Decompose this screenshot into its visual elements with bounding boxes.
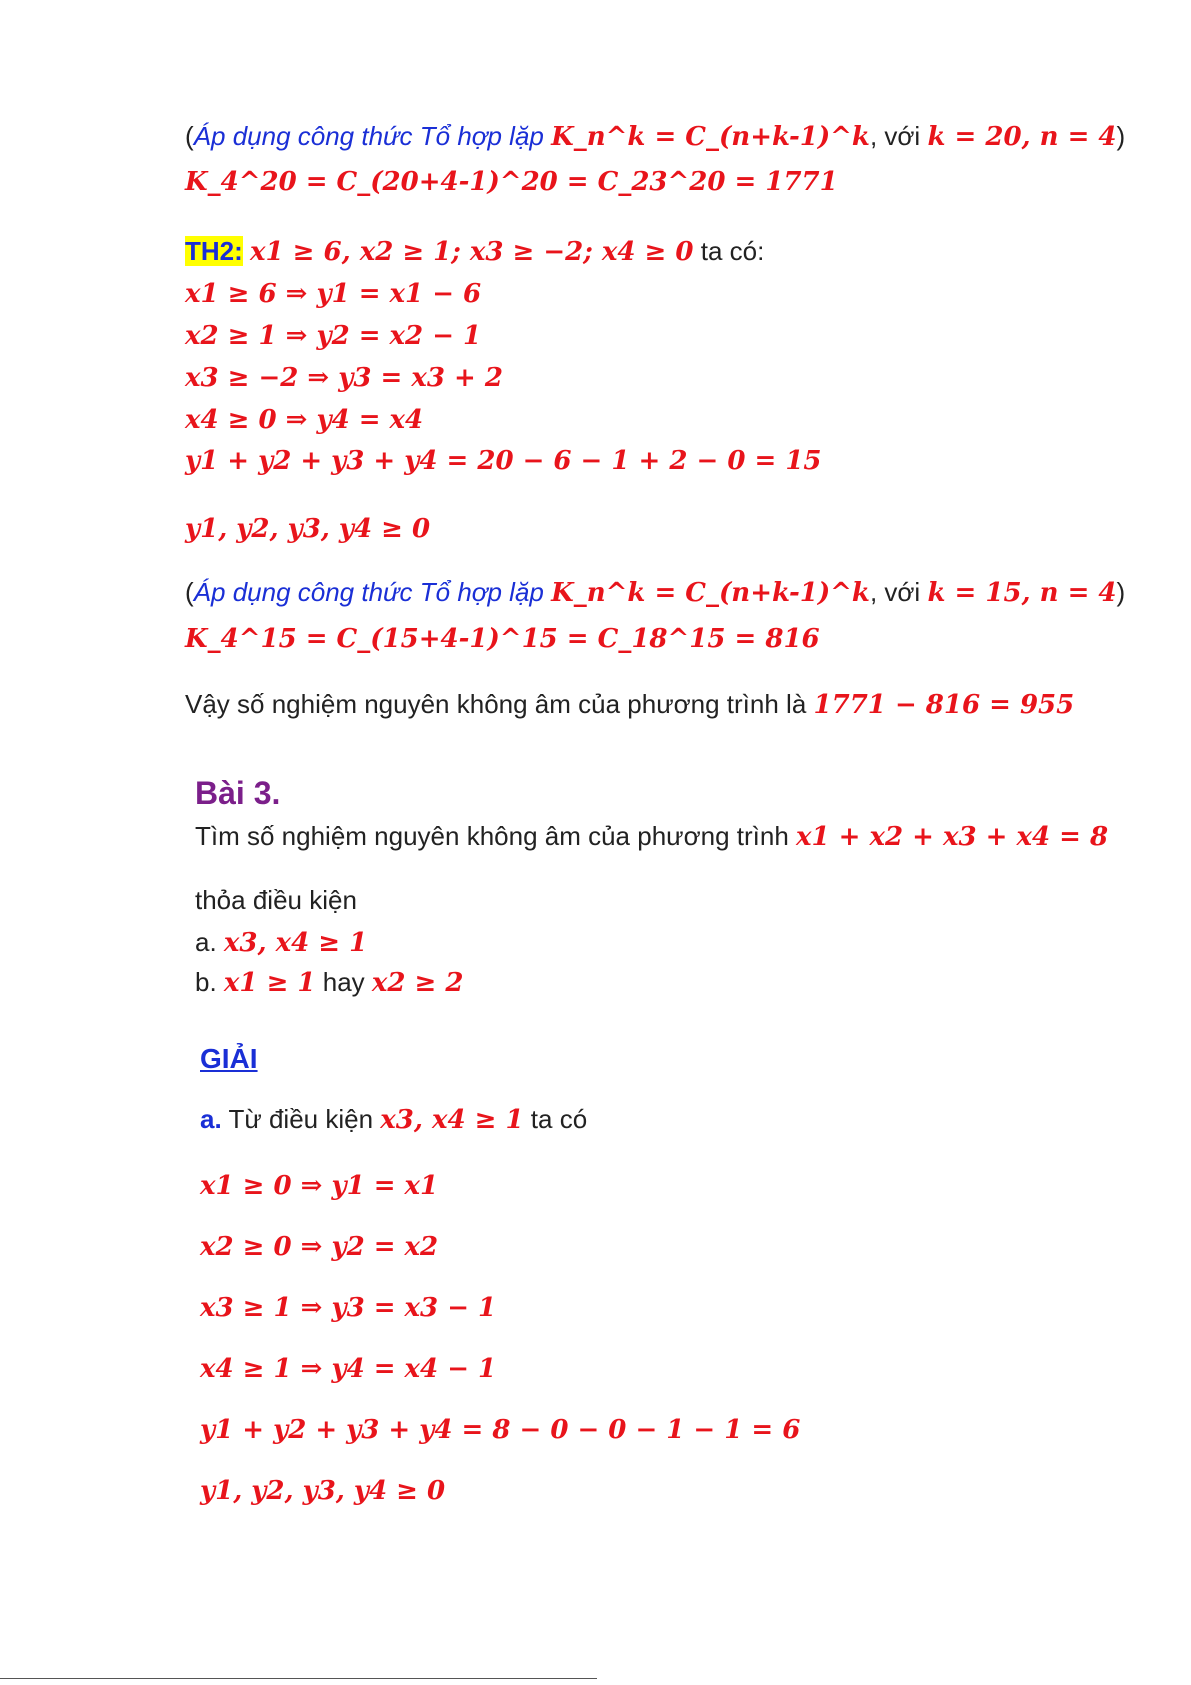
formula-note-text: Áp dụng công thức Tổ hợp lặp bbox=[193, 121, 544, 151]
th2-line-5: y1 + y2 + y3 + y4 = 20 − 6 − 1 + 2 − 0 = 15 bbox=[185, 446, 822, 476]
conclusion-value: 1771 − 816 = 955 bbox=[813, 690, 1075, 720]
formula-note-th1: (Áp dụng công thức Tổ hợp lặp K_n^k = C_(n+k-1)^k, với k = 20, n = 4) bbox=[185, 121, 1126, 152]
th2-nonneg: y1, y2, y3, y4 ≥ 0 bbox=[185, 514, 431, 544]
problem-title: Bài 3. bbox=[195, 775, 281, 811]
solution-line-2: x2 ≥ 0 ⇒ y2 = x2 bbox=[200, 1232, 439, 1262]
solution-line-5: y1 + y2 + y3 + y4 = 8 − 0 − 0 − 1 − 1 = 6 bbox=[200, 1415, 801, 1445]
th2-line-4: x4 ≥ 0 ⇒ y4 = x4 bbox=[185, 405, 424, 435]
formula-params: k = 15, n = 4 bbox=[927, 578, 1117, 608]
part-b: b. x1 ≥ 1 hay x2 ≥ 2 bbox=[195, 967, 464, 998]
th2-label: TH2: bbox=[185, 236, 243, 266]
solution-heading: GIẢI bbox=[200, 1043, 258, 1074]
solution-a-intro: a. Từ điều kiện x3, x4 ≥ 1 ta có bbox=[200, 1104, 588, 1135]
conclusion: Vậy số nghiệm nguyên không âm của phương trình là 1771 − 816 = 955 bbox=[185, 689, 1075, 720]
part-a: a. x3, x4 ≥ 1 bbox=[195, 927, 368, 958]
th2-header: TH2: x1 ≥ 6, x2 ≥ 1; x3 ≥ −2; x4 ≥ 0 ta có: bbox=[185, 236, 765, 267]
problem-equation: x1 + x2 + x3 + x4 = 8 bbox=[796, 822, 1109, 852]
formula: K_n^k = C_(n+k-1)^k bbox=[551, 578, 870, 608]
condition-label: thỏa điều kiện bbox=[195, 885, 357, 915]
formula-note-th2: (Áp dụng công thức Tổ hợp lặp K_n^k = C_(n+k-1)^k, với k = 15, n = 4) bbox=[185, 577, 1126, 608]
th1-result: K_4^20 = C_(20+4-1)^20 = C_23^20 = 1771 bbox=[185, 167, 838, 197]
th2-result: K_4^15 = C_(15+4-1)^15 = C_18^15 = 816 bbox=[185, 624, 820, 654]
footnote-divider bbox=[0, 1678, 597, 1679]
solution-line-6: y1, y2, y3, y4 ≥ 0 bbox=[200, 1476, 446, 1506]
problem-statement: Tìm số nghiệm nguyên không âm của phương trình x1 + x2 + x3 + x4 = 8 bbox=[195, 821, 1109, 852]
solution-line-3: x3 ≥ 1 ⇒ y3 = x3 − 1 bbox=[200, 1293, 497, 1323]
th2-line-3: x3 ≥ −2 ⇒ y3 = x3 + 2 bbox=[185, 363, 503, 393]
solution-line-4: x4 ≥ 1 ⇒ y4 = x4 − 1 bbox=[200, 1354, 497, 1384]
solution-line-1: x1 ≥ 0 ⇒ y1 = x1 bbox=[200, 1171, 439, 1201]
th2-line-1: x1 ≥ 6 ⇒ y1 = x1 − 6 bbox=[185, 279, 482, 309]
formula-note-text: Áp dụng công thức Tổ hợp lặp bbox=[193, 577, 544, 607]
th2-line-2: x2 ≥ 1 ⇒ y2 = x2 − 1 bbox=[185, 321, 482, 351]
th2-conditions: x1 ≥ 6, x2 ≥ 1; x3 ≥ −2; x4 ≥ 0 bbox=[250, 237, 694, 267]
formula-params: k = 20, n = 4 bbox=[927, 122, 1117, 152]
formula: K_n^k = C_(n+k-1)^k bbox=[551, 122, 870, 152]
